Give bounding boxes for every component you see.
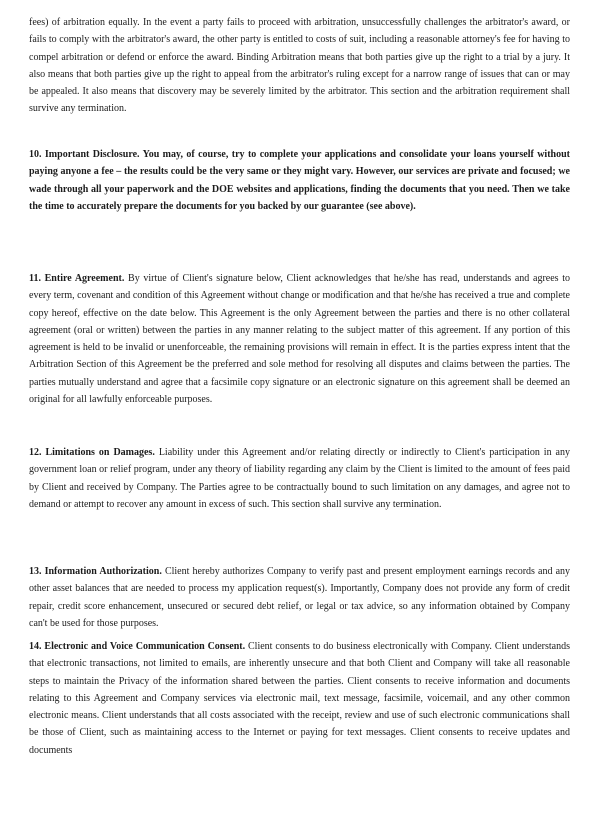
section-12-heading: 12. Limitations on Damages. bbox=[29, 447, 155, 458]
section-13-body: Client hereby authorizes Company to verify past and present employment earnings records and any other asset balances that are needed to process my application request(s). Importantly, Company does not provide any form of credit repair, credit score enhancement, unsecured or secured debt relief, or legal or tax advice, so any information obtained by Company can't be used for those purposes. bbox=[29, 566, 571, 629]
section-10-body: You may, of course, try to complete your applications and consolidate your loans yourself without paying anyone a fee – the results could be the very same or they might vary. However, our services are private and focused; we wade through all your paperwork and the DOE websites and applications, finding the documents that you need. Then we take the time to accurately prepare the documents for you backed by our guarantee (see above). bbox=[29, 149, 570, 212]
section-11-entire-agreement bbox=[29, 270, 570, 408]
section-14-electronic-communication-consent bbox=[29, 638, 570, 759]
arbitration-continuation-paragraph bbox=[29, 14, 570, 118]
section-14-heading: 14. Electronic and Voice Communication Consent. bbox=[29, 641, 246, 652]
section-10-important-disclosure bbox=[29, 146, 570, 215]
section-13-heading: 13. Information Authorization. bbox=[29, 566, 162, 577]
section-13-information-authorization bbox=[29, 563, 570, 632]
section-11-heading: 11. Entire Agreement. bbox=[29, 273, 125, 284]
section-14-body: Client consents to do business electronically with Company. Client understands that electronic transactions, not limited to emails, are inherently unsecure and that both Client and Company will take all reasonable steps to maintain the Privacy of the information shared between the parties. Client consents to receive information and documents relating to this Agreement and Company services via electronic mail, text message, facsimile, voicemail, and any other common electronic means. Client understands that all costs associated with the receipt, review and use of such electronic communications shall be those of Client, such as maintaining access to the Internet or paying for text messages. Client consents to receive updates and documents bbox=[29, 641, 570, 756]
section-10-heading: 10. Important Disclosure. bbox=[29, 149, 140, 160]
section-12-limitations-on-damages bbox=[29, 444, 570, 513]
section-11-body: By virtue of Client's signature below, Client acknowledges that he/she has read, understands and agrees to every term, covenant and condition of this Agreement without change or modification and that he/she has received a true and complete copy hereof, effective on the date below. This Agreement is the only Agreement between the parties and there is no other collateral agreement (oral or written) between the parties in any manner relating to the subject matter of this agreement. If any portion of this agreement is held to be invalid or unenforceable, the remaining provisions will remain in effect. It is the parties express intent that the Arbitration Section of this Agreement be the preferred and sole method for resolving all disputes and claims between the parties. The parties mutually understand and agree that a facsimile copy signature or an electronic signature on this agreement shall be deemed an original for all lawfully enforceable purposes. bbox=[29, 273, 571, 406]
section-12-body: Liability under this Agreement and/or relating directly or indirectly to Client's participation in any government loan or relief program, under any theory of liability regarding any claim by the Client is limited to the amount of fees paid by Client and received by Company. The Parties agree to be contractually bound to such limitation on any damages, and agree not to demand or attempt to recover any amount in excess of such. This section shall survive any termination. bbox=[29, 447, 570, 510]
arbitration-continuation-text: fees) of arbitration equally. In the event a party fails to proceed with arbitration, unsuccessfully challenges the arbitrator's award, or fails to comply with the arbitrator's award, the other party is entitled to costs of suit, including a reasonable attorney's fee for having to compel arbitration or defend or enforce the award. Binding Arbitration means that both parties give up the right to a trial by a jury. It also means that both parties give up the right to appeal from the arbitrator's ruling except for a narrow range of issues that can or may be appealed. It also means that discovery may be severely limited by the arbitrator. This section and the arbitration requirement shall survive any termination. bbox=[29, 17, 570, 115]
